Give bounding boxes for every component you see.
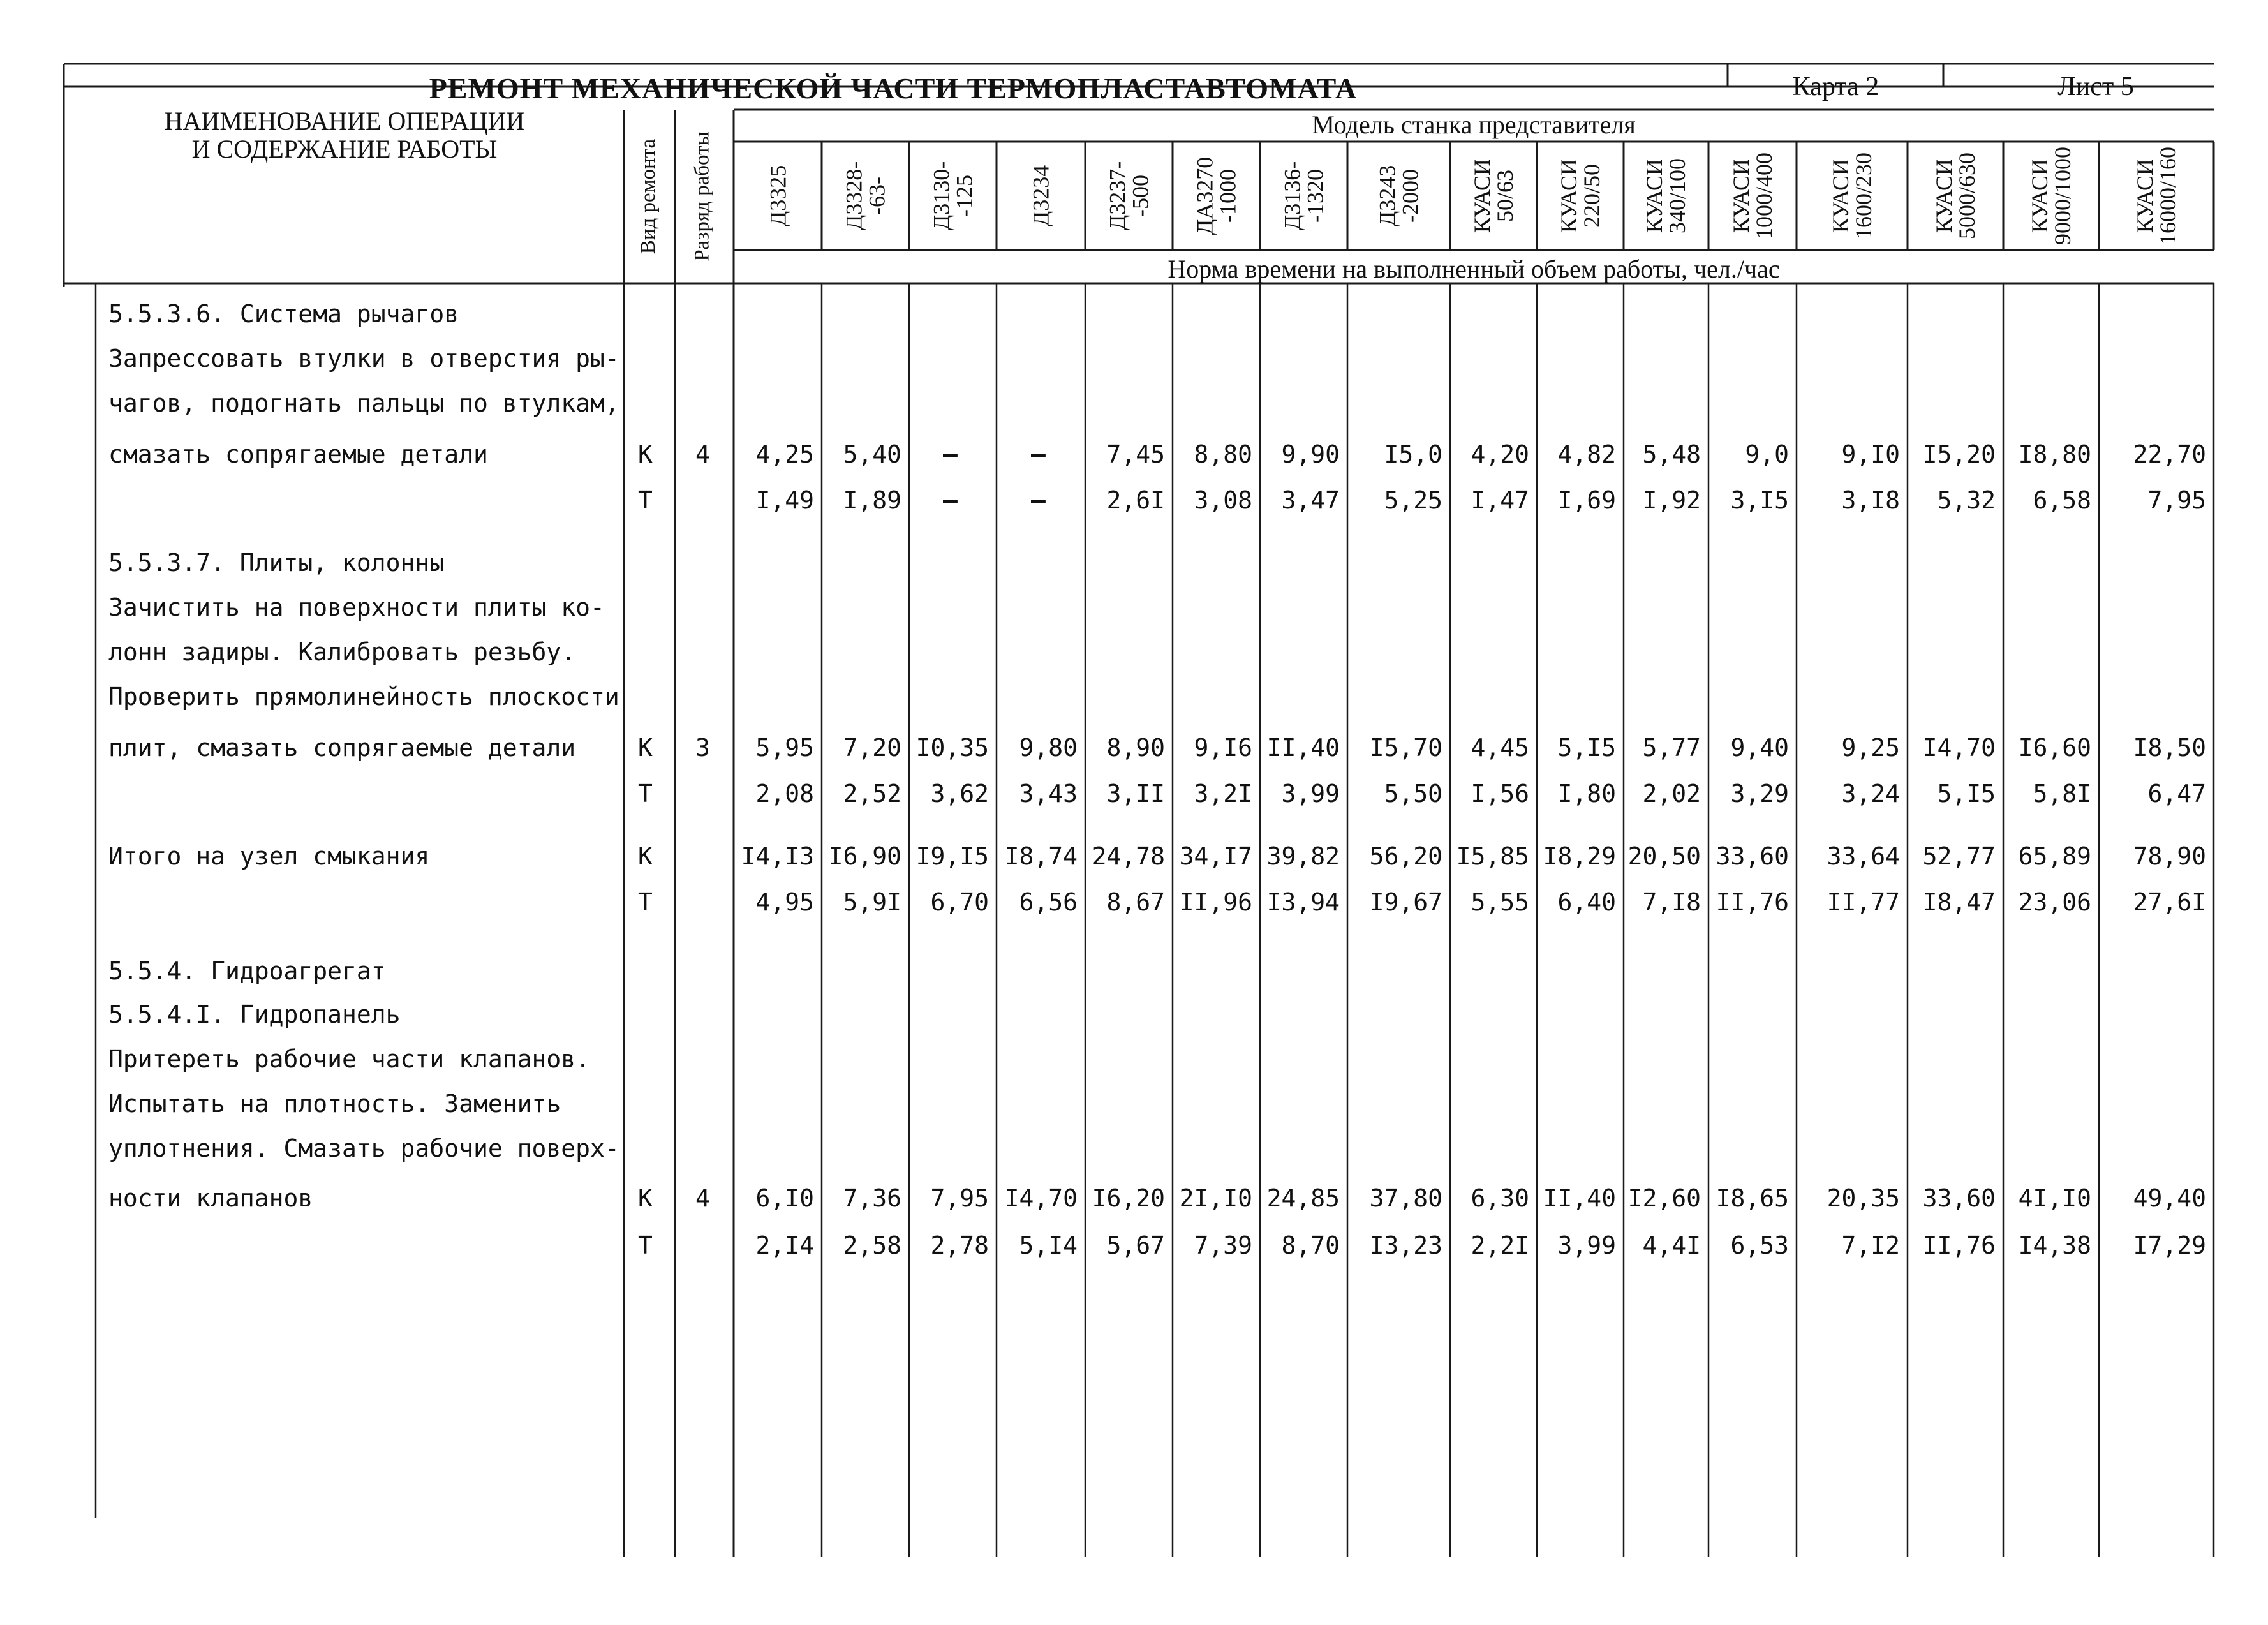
time-norm-cell: II,77 xyxy=(1827,888,1900,916)
model-header-label: КУАСИ 220/50 xyxy=(1556,158,1605,234)
time-norm-cell: 3,I8 xyxy=(1841,486,1900,514)
time-norm-cell: 8,67 xyxy=(1106,888,1165,916)
operation-text-line: смазать сопрягаемые детали xyxy=(108,440,488,468)
time-norm-cell: 7,95 xyxy=(2147,486,2206,514)
model-header-label: КУАСИ 1000/400 xyxy=(1728,152,1777,240)
time-norm-cell: 5,I4 xyxy=(1019,1231,1078,1259)
time-norm-cell: 4,4I xyxy=(1642,1231,1701,1259)
time-norm-cell: I3,94 xyxy=(1266,888,1340,916)
time-norm-cell: 7,39 xyxy=(1194,1231,1252,1259)
time-norm-cell: 8,90 xyxy=(1106,734,1165,762)
time-norm-cell: 9,I6 xyxy=(1194,734,1252,762)
time-norm-cell: 9,80 xyxy=(1019,734,1078,762)
repair-type-header: Вид ремонта xyxy=(637,138,660,255)
time-norm-cell: I4,70 xyxy=(1004,1184,1078,1212)
time-norm-cell: I5,70 xyxy=(1369,734,1442,762)
time-norm-cell: II,40 xyxy=(1266,734,1340,762)
time-norm-cell: 52,77 xyxy=(1922,842,1996,870)
time-norm-cell: 24,85 xyxy=(1266,1184,1340,1212)
time-norm-cell: 6,30 xyxy=(1471,1184,1529,1212)
time-norm-cell: 5,25 xyxy=(1384,486,1442,514)
repair-type-code: Т xyxy=(638,1231,653,1259)
operation-text-line: лонн задиры. Калибровать резьбу. xyxy=(108,638,576,666)
model-header-14 xyxy=(1908,142,2003,250)
time-norm-cell: II,96 xyxy=(1179,888,1252,916)
time-norm-cell: 5,9I xyxy=(843,888,901,916)
model-header-3 xyxy=(909,142,997,250)
model-header-label: КУАСИ 16000/160 xyxy=(2131,146,2181,246)
time-norm-cell: 3,99 xyxy=(1281,780,1340,808)
card-number: Карта 2 xyxy=(1792,72,1879,101)
time-norm-cell: 20,50 xyxy=(1627,842,1701,870)
time-norm-cell: 78,90 xyxy=(2133,842,2206,870)
model-header-9 xyxy=(1450,142,1537,250)
time-norm-cell: I9,67 xyxy=(1369,888,1442,916)
time-norm-cell: 4,95 xyxy=(755,888,814,916)
time-norm-cell: – xyxy=(1031,486,1046,514)
time-norm-cell: 20,35 xyxy=(1827,1184,1900,1212)
time-norm-cell: 4,25 xyxy=(755,440,814,468)
repair-type-code: К xyxy=(638,842,653,870)
time-norm-cell: I4,70 xyxy=(1922,734,1996,762)
time-norm-cell: 4,82 xyxy=(1557,440,1616,468)
repair-type-code: Т xyxy=(638,780,653,808)
time-norm-cell: 3,I5 xyxy=(1730,486,1789,514)
operation-text-line: чагов, подогнать пальцы по втулкам, xyxy=(108,389,619,417)
time-norm-cell: 33,64 xyxy=(1827,842,1900,870)
time-norm-cell: I5,0 xyxy=(1384,440,1442,468)
time-norm-cell: – xyxy=(943,486,958,514)
operation-text-line: Зачистить на поверхности плиты ко- xyxy=(108,593,605,621)
time-norm-cell: I,69 xyxy=(1557,486,1616,514)
time-norm-cell: 2,78 xyxy=(930,1231,989,1259)
time-norm-cell: 6,40 xyxy=(1557,888,1616,916)
time-norm-cell: 6,58 xyxy=(2033,486,2091,514)
norm-time-caption: Норма времени на выполненный объем работы, чел./час xyxy=(1167,255,1780,283)
time-norm-cell: I8,74 xyxy=(1004,842,1078,870)
model-header-label: КУАСИ 5000/630 xyxy=(1931,152,1980,240)
time-norm-cell: I3,23 xyxy=(1369,1231,1442,1259)
operation-text-line: 5.5.3.7. Плиты, колонны xyxy=(108,549,445,577)
time-norm-cell: II,76 xyxy=(1716,888,1789,916)
operation-text-line: Притереть рабочие части клапанов. xyxy=(108,1045,590,1073)
time-norm-cell: 5,55 xyxy=(1471,888,1529,916)
time-norm-cell: 5,I5 xyxy=(1937,780,1996,808)
time-norm-cell: II,40 xyxy=(1543,1184,1616,1212)
model-header-label: Д3243 -2000 xyxy=(1374,165,1423,227)
operation-text-line: Испытать на плотность. Заменить xyxy=(108,1090,561,1118)
model-header-2 xyxy=(822,142,909,250)
time-norm-cell: I2,60 xyxy=(1627,1184,1701,1212)
model-header-label: Д3130- -125 xyxy=(928,161,977,231)
time-norm-cell: I8,47 xyxy=(1922,888,1996,916)
time-norm-cell: 5,67 xyxy=(1106,1231,1165,1259)
model-header-15 xyxy=(2003,142,2099,250)
time-norm-cell: 6,56 xyxy=(1019,888,1078,916)
time-norm-cell: I,47 xyxy=(1471,486,1529,514)
model-header-4 xyxy=(997,142,1085,250)
sheet-number: Лист 5 xyxy=(2057,72,2134,101)
model-header-6 xyxy=(1173,142,1260,250)
model-header-13 xyxy=(1797,142,1908,250)
time-norm-cell: 9,90 xyxy=(1281,440,1340,468)
repair-type-code: К xyxy=(638,1184,653,1212)
time-norm-cell: 3,24 xyxy=(1841,780,1900,808)
operation-header-line: И СОДЕРЖАНИЕ РАБОТЫ xyxy=(191,135,498,163)
operation-text-line: уплотнения. Смазать рабочие поверх- xyxy=(108,1134,619,1162)
time-norm-cell: I0,35 xyxy=(915,734,989,762)
time-norm-cell: I,80 xyxy=(1557,780,1616,808)
time-norm-cell: 2,I4 xyxy=(755,1231,814,1259)
time-norm-cell: 8,80 xyxy=(1194,440,1252,468)
time-norm-cell: 7,20 xyxy=(843,734,901,762)
operation-text-line: 5.5.4.I. Гидропанель xyxy=(108,1000,401,1028)
time-norm-cell: I8,65 xyxy=(1716,1184,1789,1212)
time-norm-cell: 24,78 xyxy=(1092,842,1165,870)
document-title: РЕМОНТ МЕХАНИЧЕСКОЙ ЧАСТИ ТЕРМОПЛАСТАВТОМАТА xyxy=(429,72,1358,105)
time-norm-cell: II,76 xyxy=(1922,1231,1996,1259)
time-norm-cell: 7,I8 xyxy=(1642,888,1701,916)
time-norm-cell: 37,80 xyxy=(1369,1184,1442,1212)
time-norm-cell: 5,77 xyxy=(1642,734,1701,762)
model-header-label: ДА3270 -1000 xyxy=(1192,156,1241,235)
model-header-5 xyxy=(1085,142,1173,250)
model-header-12 xyxy=(1708,142,1797,250)
time-norm-cell: 2,58 xyxy=(843,1231,901,1259)
work-grade-value: 3 xyxy=(695,734,710,762)
time-norm-cell: 33,60 xyxy=(1716,842,1789,870)
time-norm-cell: 34,I7 xyxy=(1179,842,1252,870)
time-norm-cell: 2,08 xyxy=(755,780,814,808)
time-norm-cell: 3,47 xyxy=(1281,486,1340,514)
model-header-label: КУАСИ 340/100 xyxy=(1642,158,1691,234)
time-norm-cell: 7,95 xyxy=(930,1184,989,1212)
time-norm-cell: 4I,I0 xyxy=(2018,1184,2091,1212)
repair-type-code: Т xyxy=(638,888,653,916)
operation-text-line: Запрессовать втулки в отверстия ры- xyxy=(108,345,619,373)
repair-type-code: К xyxy=(638,440,653,468)
model-header-1 xyxy=(734,142,822,250)
time-norm-cell: I4,I3 xyxy=(741,842,814,870)
time-norm-cell: I6,60 xyxy=(2018,734,2091,762)
time-norm-cell: 2,02 xyxy=(1642,780,1701,808)
time-norm-cell: 9,25 xyxy=(1841,734,1900,762)
repair-type-code: К xyxy=(638,734,653,762)
time-norm-cell: 3,08 xyxy=(1194,486,1252,514)
time-norm-cell: 7,45 xyxy=(1106,440,1165,468)
work-grade-value: 4 xyxy=(695,1184,710,1212)
model-header-10 xyxy=(1537,142,1624,250)
time-norm-cell: 5,8I xyxy=(2033,780,2091,808)
time-norm-cell: I8,50 xyxy=(2133,734,2206,762)
time-norm-cell: 3,99 xyxy=(1557,1231,1616,1259)
model-header-label: Д3234 xyxy=(1028,165,1054,227)
time-norm-cell: I4,38 xyxy=(2018,1231,2091,1259)
operation-text-line: Проверить прямолинейность плоскости xyxy=(108,683,619,711)
time-norm-cell: I,49 xyxy=(755,486,814,514)
model-header-7 xyxy=(1260,142,1347,250)
time-norm-cell: 5,I5 xyxy=(1557,734,1616,762)
time-norm-cell: 9,40 xyxy=(1730,734,1789,762)
time-norm-cell: 3,43 xyxy=(1019,780,1078,808)
model-header-label: КУАСИ 50/63 xyxy=(1469,158,1518,234)
time-norm-cell: I6,90 xyxy=(828,842,901,870)
time-norm-cell: 6,47 xyxy=(2147,780,2206,808)
time-norm-cell: 7,36 xyxy=(843,1184,901,1212)
operation-column-header xyxy=(64,107,625,163)
model-header-label: Д3325 xyxy=(765,165,790,227)
time-norm-cell: 49,40 xyxy=(2133,1184,2206,1212)
model-header-label: Д3237- -500 xyxy=(1104,161,1153,231)
operation-text-line: 5.5.3.6. Система рычагов xyxy=(108,300,459,328)
time-norm-cell: I5,20 xyxy=(1922,440,1996,468)
time-norm-cell: I,56 xyxy=(1471,780,1529,808)
time-norm-cell: I7,29 xyxy=(2133,1231,2206,1259)
time-norm-cell: 39,82 xyxy=(1266,842,1340,870)
time-norm-cell: 6,53 xyxy=(1730,1231,1789,1259)
operation-text-line: Итого на узел смыкания xyxy=(108,842,430,870)
model-header-8 xyxy=(1347,142,1450,250)
time-norm-cell: 2,52 xyxy=(843,780,901,808)
time-norm-cell: I8,29 xyxy=(1543,842,1616,870)
time-norm-cell: 27,6I xyxy=(2133,888,2206,916)
time-norm-cell: I,92 xyxy=(1642,486,1701,514)
time-norm-cell: I5,85 xyxy=(1456,842,1529,870)
time-norm-cell: 6,I0 xyxy=(755,1184,814,1212)
time-norm-cell: 5,50 xyxy=(1384,780,1442,808)
work-grade-header: Разряд работы xyxy=(691,131,715,262)
work-grade-value: 4 xyxy=(695,440,710,468)
model-group-header: Модель станка представителя xyxy=(1312,110,1636,139)
time-norm-cell: – xyxy=(943,440,958,468)
time-norm-cell: 22,70 xyxy=(2133,440,2206,468)
time-norm-cell: 6,70 xyxy=(930,888,989,916)
operation-text-line: 5.5.4. Гидроагрегат xyxy=(108,957,386,985)
operation-text-line: плит, смазать сопрягаемые детали xyxy=(108,734,576,762)
model-header-label: КУАСИ 1600/230 xyxy=(1827,152,1876,240)
time-norm-cell: 5,95 xyxy=(755,734,814,762)
operation-header-line: НАИМЕНОВАНИЕ ОПЕРАЦИИ xyxy=(164,107,525,135)
time-norm-cell: 9,0 xyxy=(1745,440,1789,468)
time-norm-cell: 3,29 xyxy=(1730,780,1789,808)
time-norm-cell: 4,45 xyxy=(1471,734,1529,762)
time-norm-cell: 33,60 xyxy=(1922,1184,1996,1212)
model-header-label: Д3136- -1320 xyxy=(1279,161,1328,231)
time-norm-cell: 9,I0 xyxy=(1841,440,1900,468)
time-norm-cell: 65,89 xyxy=(2018,842,2091,870)
time-norm-cell: 3,2I xyxy=(1194,780,1252,808)
time-norm-cell: 3,II xyxy=(1106,780,1165,808)
time-norm-cell: 8,70 xyxy=(1281,1231,1340,1259)
time-norm-cell: 5,40 xyxy=(843,440,901,468)
time-norm-cell: I8,80 xyxy=(2018,440,2091,468)
model-header-label: Д3328- -63- xyxy=(841,161,890,231)
time-norm-cell: I6,20 xyxy=(1092,1184,1165,1212)
model-header-label: КУАСИ 9000/1000 xyxy=(2027,146,2076,246)
time-norm-cell: I,89 xyxy=(843,486,901,514)
time-norm-cell: 5,48 xyxy=(1642,440,1701,468)
time-norm-cell: I9,I5 xyxy=(915,842,989,870)
time-norm-cell: 5,32 xyxy=(1937,486,1996,514)
time-norm-cell: 56,20 xyxy=(1369,842,1442,870)
model-header-16 xyxy=(2099,142,2214,250)
time-norm-cell: 4,20 xyxy=(1471,440,1529,468)
time-norm-cell: – xyxy=(1031,440,1046,468)
time-norm-cell: 3,62 xyxy=(930,780,989,808)
time-norm-cell: 23,06 xyxy=(2018,888,2091,916)
model-header-11 xyxy=(1624,142,1708,250)
operation-text-line: ности клапанов xyxy=(108,1184,313,1212)
time-norm-cell: 2,6I xyxy=(1106,486,1165,514)
time-norm-cell: 7,I2 xyxy=(1841,1231,1900,1259)
repair-type-code: Т xyxy=(638,486,653,514)
time-norm-cell: 2I,I0 xyxy=(1179,1184,1252,1212)
time-norm-cell: 2,2I xyxy=(1471,1231,1529,1259)
